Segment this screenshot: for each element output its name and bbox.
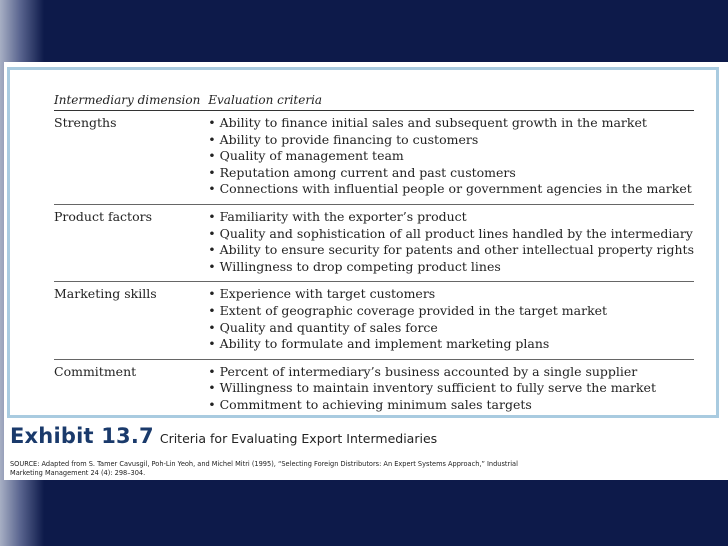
criteria-cell (208, 111, 694, 205)
criteria-item: • Quality and quantity of sales force (208, 319, 438, 335)
table-row (54, 111, 694, 205)
criteria-item: • Extent of geographic coverage provided in the target market (208, 302, 608, 318)
slide-content (4, 62, 728, 480)
criteria-item: • Ability to finance initial sales and subsequent growth in the market (208, 115, 647, 130)
dimension-cell: Product factors (54, 204, 208, 281)
source-line: SOURCE: Adapted from S. Tamer Cavusgil, Poh-Lin Yeoh, and Michel Mitri (1995), “Selecting Foreign Distributors: An Expert Systems Approach,” Industrial (10, 460, 518, 468)
criteria-cell (208, 282, 694, 359)
criteria-item: • Commitment to achieving minimum sales targets (208, 396, 532, 412)
source-note (10, 460, 710, 478)
header-dimension: Intermediary dimension (54, 93, 208, 111)
exhibit-title: Criteria for Evaluating Export Intermediaries (159, 431, 438, 446)
criteria-item: • Quality and sophistication of all product lines handled by the intermediary (208, 225, 693, 241)
dimension-cell: Strengths (54, 111, 208, 205)
criteria-item: • Ability to ensure security for patents and other intellectual property rights (208, 242, 694, 258)
criteria-item: • Ability to formulate and implement marketing plans (208, 336, 550, 352)
table-row (54, 204, 694, 281)
criteria-item: • Connections with influential people or government agencies in the market (208, 181, 692, 197)
criteria-item: • Quality of management team (208, 148, 404, 164)
criteria-cell (208, 359, 694, 419)
exhibit-caption (10, 424, 437, 448)
criteria-item: • Experience with target customers (208, 286, 436, 302)
criteria-item: • Percent of intermediary’s business accounted by a single supplier (208, 363, 638, 379)
criteria-item: • Willingness to drop competing product lines (208, 258, 501, 274)
criteria-cell (208, 204, 694, 281)
table-row (54, 282, 694, 359)
source-line: Marketing Management 24 (4): 298–304. (10, 469, 146, 477)
criteria-item: • Reputation among current and past customers (208, 164, 516, 180)
dimension-cell: Marketing skills (54, 282, 208, 359)
criteria-item: • Familiarity with the exporter’s product (208, 208, 467, 224)
criteria-table (54, 93, 694, 420)
dimension-cell: Commitment (54, 363, 137, 379)
exhibit-label: Exhibit 13.7 (10, 424, 154, 448)
criteria-item: • Ability to provide financing to customers (208, 131, 479, 147)
criteria-item: • Willingness to maintain inventory sufficient to fully serve the market (208, 380, 656, 396)
table-header-row (54, 93, 694, 111)
header-criteria: Evaluation criteria (208, 93, 694, 111)
exhibit-frame (7, 67, 719, 418)
table-row (54, 359, 694, 419)
